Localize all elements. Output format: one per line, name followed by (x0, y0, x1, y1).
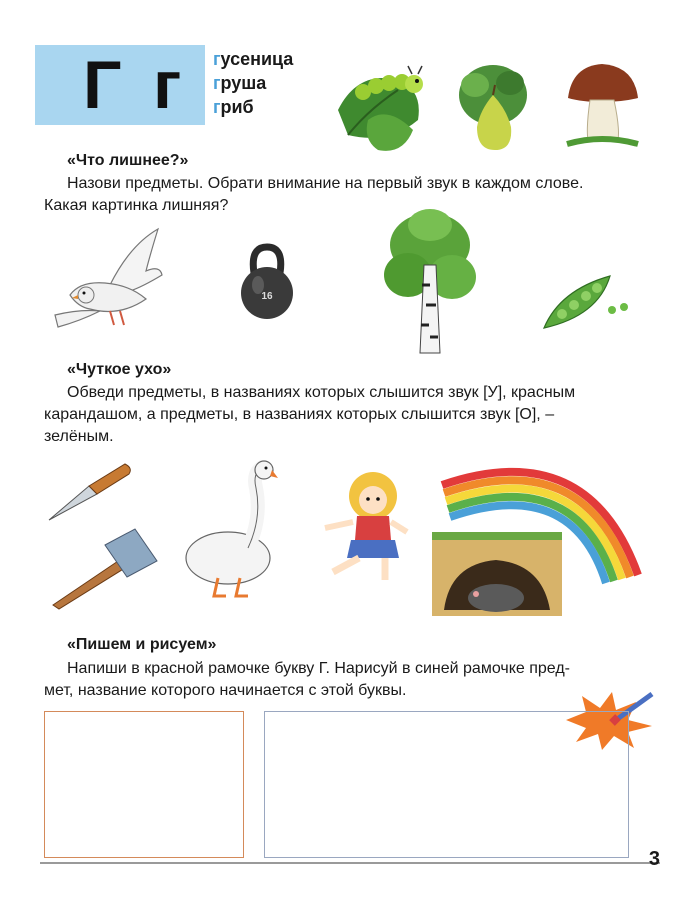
pear-icon (455, 55, 530, 155)
bottom-rule (40, 862, 660, 864)
goose-icon (178, 458, 278, 598)
kettlebell-label: 16 (261, 291, 273, 302)
section-odd-text-2: Какая картинка лишняя? (44, 197, 229, 214)
doll-icon (305, 470, 420, 585)
letter-upper: Г (83, 47, 122, 123)
section-ear-text-2: карандашом, а предметы, в названиях которых слышится звук [О], – (44, 406, 555, 423)
section-ear-text-3: зелёным. (44, 428, 114, 445)
word-pear: груша (213, 73, 267, 93)
section-odd-text-1: Назови предметы. Обрати внимание на первый звук в каждом слове. (67, 175, 584, 192)
caterpillar-icon (328, 50, 433, 160)
word-list (213, 47, 293, 119)
knife-icon (45, 460, 135, 525)
mushroom-icon (562, 58, 642, 150)
section-write-text-2: мет, название которого начинается с этой буквы. (44, 682, 407, 699)
section-odd-title: «Что лишнее?» (67, 152, 189, 169)
kettlebell-icon (238, 243, 296, 321)
letter-lower: г (153, 47, 182, 123)
birch-tree-icon (380, 205, 480, 355)
blue-frame (264, 711, 629, 858)
section-ear-title: «Чуткое ухо» (67, 361, 172, 378)
word-mushroom: гриб (213, 97, 254, 117)
section-ear-text-1: Обведи предметы, в названиях которых слышится звук [У], красным (67, 384, 576, 401)
pea-pod-icon (540, 270, 635, 335)
word-caterpillar: гусеница (213, 49, 294, 69)
hammer-icon (45, 525, 160, 610)
page-number: 3 (648, 848, 660, 870)
letter-box (35, 45, 205, 125)
section-write-title: «Пишем и рисуем» (67, 636, 217, 653)
red-frame (44, 711, 244, 858)
dove-icon (50, 225, 170, 335)
mole-icon (430, 530, 565, 620)
section-write-text-1: Напиши в красной рамочке букву Г. Нарисуй в синей рамочке пред- (67, 660, 570, 677)
